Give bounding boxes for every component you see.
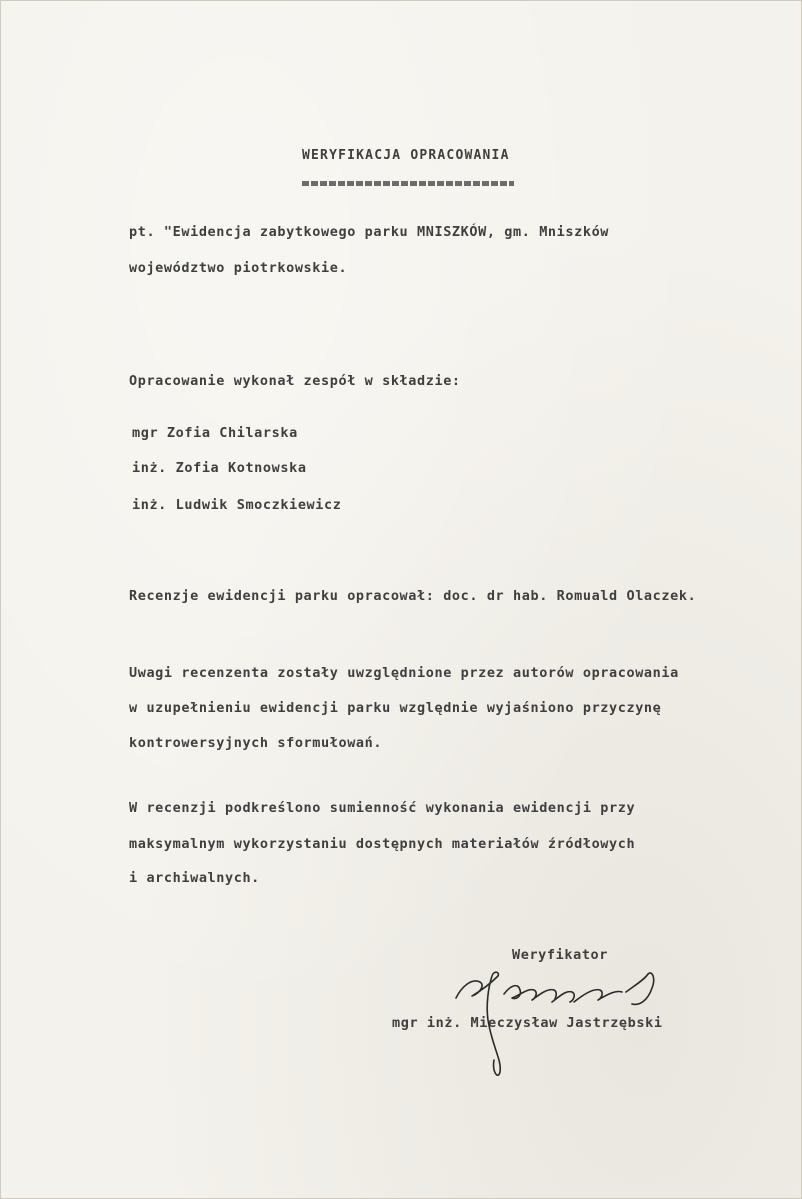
remarks-line: Uwagi recenzenta zostały uwzględnione przez autorów opracowania	[129, 665, 679, 681]
team-intro: Opracowanie wykonał zespół w składzie:	[129, 373, 461, 389]
remarks-line: w uzupełnieniu ewidencji parku względnie wyjaśniono przyczynę	[129, 700, 662, 716]
subject-line-2: województwo piotrkowskie.	[129, 260, 348, 276]
verifier-title: Weryfikator	[512, 947, 609, 963]
title-underline	[302, 181, 514, 186]
team-member: mgr Zofia Chilarska	[132, 425, 298, 441]
handwritten-signature	[448, 960, 673, 1080]
emphasis-line: i archiwalnych.	[129, 870, 260, 886]
team-member: inż. Zofia Kotnowska	[132, 460, 307, 476]
team-member: inż. Ludwik Smoczkiewicz	[132, 497, 342, 513]
verifier-name: mgr inż. Mieczysław Jastrzębski	[392, 1015, 663, 1031]
review-line: Recenzje ewidencji parku opracował: doc. dr hab. Romuald Olaczek.	[129, 588, 697, 604]
emphasis-line: W recenzji podkreślono sumienność wykonania ewidencji przy	[129, 800, 636, 816]
emphasis-line: maksymalnym wykorzystaniu dostępnych materiałów źródłowych	[129, 836, 636, 852]
subject-line-1: pt. "Ewidencja zabytkowego parku MNISZKÓW, gm. Mniszków	[129, 224, 610, 240]
document-title: WERYFIKACJA OPRACOWANIA	[302, 148, 510, 163]
remarks-line: kontrowersyjnych sformułowań.	[129, 735, 383, 751]
